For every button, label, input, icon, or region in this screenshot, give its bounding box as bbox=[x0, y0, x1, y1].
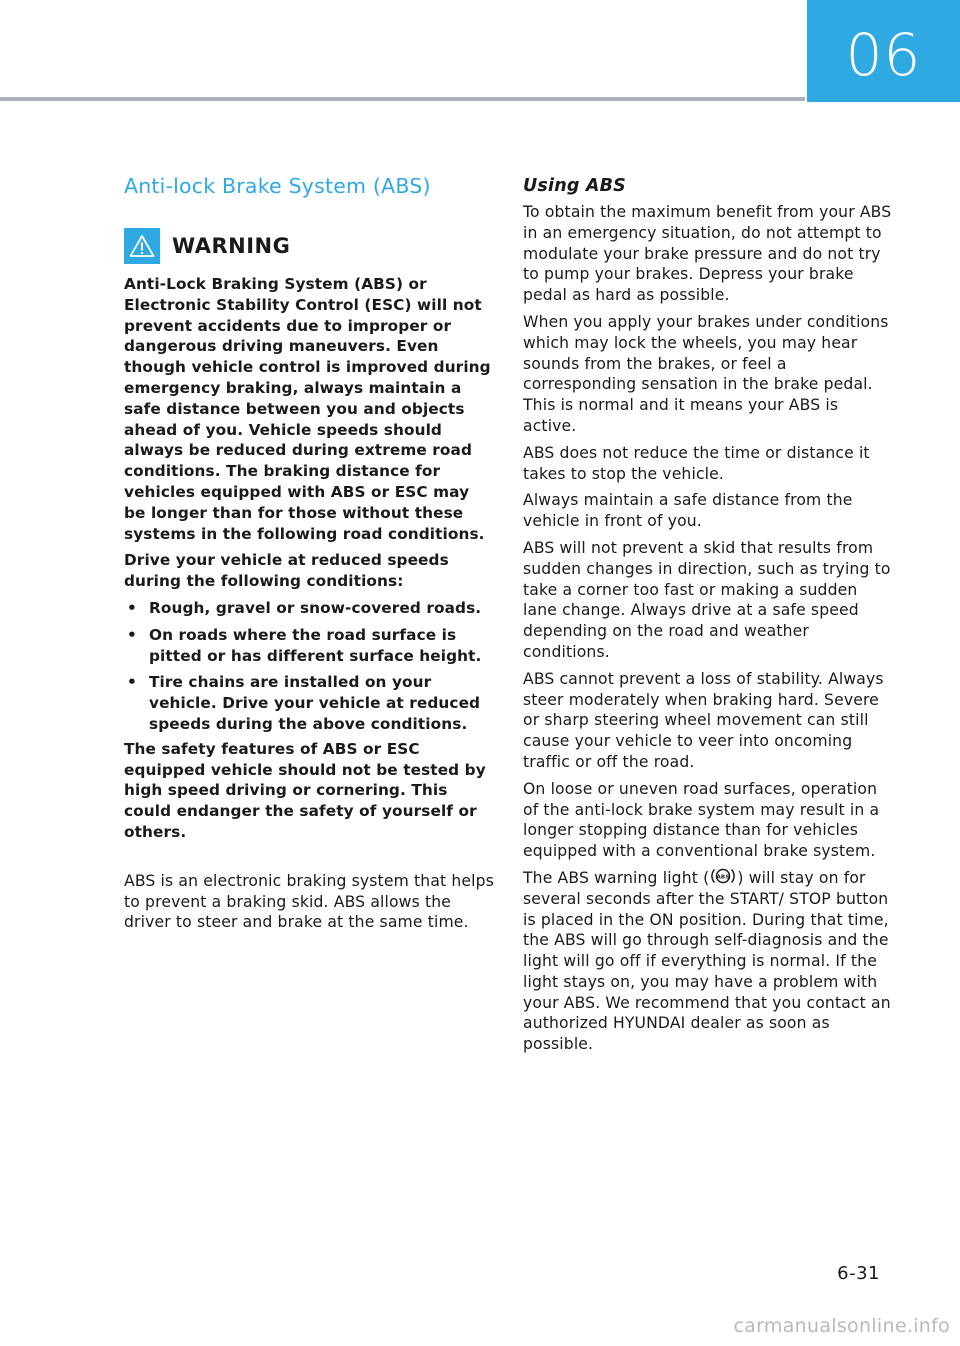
chapter-tab: 06 bbox=[807, 0, 960, 102]
left-column bbox=[124, 170, 494, 933]
paragraph: To obtain the maximum benefit from your ABS in an emergency situation, do not attempt to modulate your brake pressure and do not try to pump your brakes. Depress your brake pedal as hard as possible. bbox=[523, 203, 892, 305]
light-text-after: ) will stay on for several seconds after the START/ STOP button is placed in the ON position. During that time, the ABS will go through self-diagnosis and the light will go off if everything is normal. If the light stays on, you may have a problem with your ABS. We recommend that you contact an authorized HYUNDAI dealer as soon as possible. bbox=[523, 868, 891, 1054]
bullet: • bbox=[127, 598, 137, 617]
abs-description: ABS is an electronic braking system that helps to prevent a braking skid. ABS allows the driver to steer and brake at the same time. bbox=[124, 871, 494, 932]
abs-icon-text: ABS bbox=[716, 874, 730, 881]
right-column bbox=[523, 170, 893, 1055]
bullet: • bbox=[127, 625, 137, 644]
header-rule bbox=[0, 97, 805, 101]
paragraph: On loose or uneven road surfaces, operation of the anti-lock brake system may result in a longer stopping distance than for vehicles equipped with a conventional brake system. bbox=[523, 779, 880, 861]
light-text-before: The ABS warning light ( bbox=[523, 868, 710, 887]
paragraph: ABS cannot prevent a loss of stability. Always steer moderately when braking hard. Severe or sharp steering wheel movement can still cause your vehicle to veer into oncoming traffic or off the road. bbox=[523, 669, 884, 771]
warning-text: Drive your vehicle at reduced speeds during the following conditions: bbox=[124, 551, 449, 591]
warning-label: WARNING bbox=[172, 234, 291, 258]
paragraph: Always maintain a safe distance from the vehicle in front of you. bbox=[523, 491, 853, 531]
abs-warning-light-icon bbox=[710, 866, 736, 886]
list-item-text: Rough, gravel or snow-covered roads. bbox=[149, 598, 482, 617]
paragraph: ABS does not reduce the time or distance it takes to stop the vehicle. bbox=[523, 443, 870, 483]
list-item-text: Tire chains are installed on your vehicle. Drive your vehicle at reduced speeds during the above conditions. bbox=[149, 673, 481, 733]
warning-closing-text: The safety features of ABS or ESC equipped vehicle should not be tested by high speed driving or cornering. This could endanger the safety of yourself or others. bbox=[124, 739, 486, 841]
warning-list bbox=[124, 598, 494, 735]
warning-text: Anti-Lock Braking System (ABS) or Electronic Stability Control (ESC) will not prevent accidents due to improper or dangerous driving maneuvers. Even though vehicle control is improved during emergency braking, always maintain a safe distance between you and objects ahead of you. Vehicle speeds should always be reduced during extreme road conditions. The braking distance for vehicles equipped with ABS or ESC may be longer than for those without these systems in the following road conditions. bbox=[124, 275, 491, 543]
list-item bbox=[124, 672, 494, 734]
warning-triangle-icon bbox=[124, 228, 160, 264]
abs-light-paragraph bbox=[523, 868, 893, 1055]
paragraph: When you apply your brakes under conditions which may lock the wheels, you may hear sounds from the brakes, or feel a corresponding sensation in the brake pedal. This is normal and it means your ABS is active. bbox=[523, 312, 889, 435]
page-number: 6-31 bbox=[837, 1263, 880, 1284]
subsection-title: Using ABS bbox=[523, 176, 626, 196]
section-title: Anti-lock Brake System (ABS) bbox=[124, 174, 431, 198]
watermark: carmanualsonline.info bbox=[733, 1315, 950, 1337]
list-item bbox=[124, 625, 494, 667]
list-item bbox=[124, 598, 494, 619]
paragraph: ABS will not prevent a skid that results from sudden changes in direction, such as trying to take a corner too fast or making a sudden lane change. Always drive at a safe speed depending on the road and weather conditions. bbox=[523, 538, 891, 661]
list-item-text: On roads where the road surface is pitted or has different surface height. bbox=[149, 625, 482, 665]
bullet: • bbox=[127, 673, 137, 692]
warning-header bbox=[124, 228, 494, 264]
